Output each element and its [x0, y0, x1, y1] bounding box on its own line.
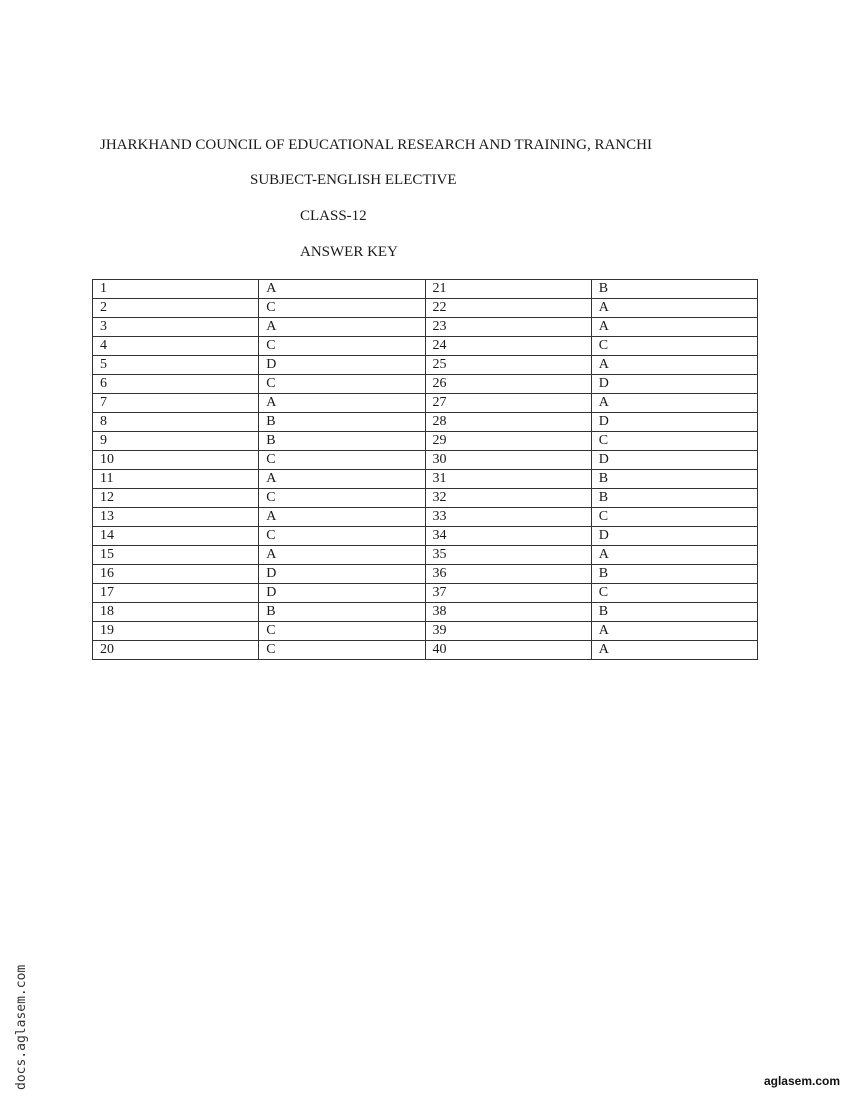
answer-cell: D: [259, 356, 425, 375]
corner-watermark: aglasem.com: [763, 1074, 840, 1088]
answer-cell: A: [591, 641, 757, 660]
table-row: [93, 641, 758, 660]
answer-cell: A: [591, 394, 757, 413]
table-row: [93, 432, 758, 451]
question-number-cell: 6: [93, 375, 259, 394]
question-number-cell: 2: [93, 299, 259, 318]
question-number-cell: 27: [425, 394, 591, 413]
question-number-cell: 7: [93, 394, 259, 413]
question-number-cell: 8: [93, 413, 259, 432]
table-row: [93, 451, 758, 470]
table-row: [93, 318, 758, 337]
side-watermark: docs.aglasem.com: [14, 964, 29, 1090]
question-number-cell: 37: [425, 584, 591, 603]
answer-cell: A: [259, 546, 425, 565]
question-number-cell: 24: [425, 337, 591, 356]
answer-cell: A: [591, 299, 757, 318]
question-number-cell: 16: [93, 565, 259, 584]
question-number-cell: 9: [93, 432, 259, 451]
question-number-cell: 23: [425, 318, 591, 337]
answer-cell: B: [591, 470, 757, 489]
question-number-cell: 14: [93, 527, 259, 546]
answer-cell: A: [259, 280, 425, 299]
answer-cell: A: [259, 394, 425, 413]
answer-cell: C: [591, 584, 757, 603]
answer-cell: C: [591, 432, 757, 451]
question-number-cell: 39: [425, 622, 591, 641]
question-number-cell: 38: [425, 603, 591, 622]
class-heading: CLASS-12: [300, 208, 367, 224]
question-number-cell: 22: [425, 299, 591, 318]
table-row: [93, 527, 758, 546]
table-row: [93, 489, 758, 508]
answer-cell: B: [259, 603, 425, 622]
question-number-cell: 33: [425, 508, 591, 527]
answer-cell: B: [259, 432, 425, 451]
table-row: [93, 280, 758, 299]
answer-cell: C: [591, 508, 757, 527]
question-number-cell: 20: [93, 641, 259, 660]
answer-cell: C: [259, 489, 425, 508]
table-row: [93, 622, 758, 641]
table-row: [93, 508, 758, 527]
answer-cell: D: [591, 375, 757, 394]
answer-cell: D: [591, 413, 757, 432]
question-number-cell: 10: [93, 451, 259, 470]
answer-cell: C: [259, 527, 425, 546]
question-number-cell: 19: [93, 622, 259, 641]
answer-cell: D: [591, 527, 757, 546]
table-row: [93, 413, 758, 432]
question-number-cell: 29: [425, 432, 591, 451]
answer-cell: C: [259, 299, 425, 318]
organization-heading: JHARKHAND COUNCIL OF EDUCATIONAL RESEARCH AND TRAINING, RANCHI: [100, 137, 652, 153]
table-row: [93, 470, 758, 489]
subject-heading: SUBJECT-ENGLISH ELECTIVE: [250, 172, 457, 188]
answer-cell: D: [259, 584, 425, 603]
answer-cell: A: [591, 622, 757, 641]
question-number-cell: 26: [425, 375, 591, 394]
question-number-cell: 28: [425, 413, 591, 432]
question-number-cell: 35: [425, 546, 591, 565]
question-number-cell: 12: [93, 489, 259, 508]
answer-cell: B: [591, 489, 757, 508]
question-number-cell: 25: [425, 356, 591, 375]
table-row: [93, 546, 758, 565]
answer-cell: A: [259, 470, 425, 489]
table-row: [93, 375, 758, 394]
answer-cell: C: [259, 622, 425, 641]
question-number-cell: 4: [93, 337, 259, 356]
question-number-cell: 21: [425, 280, 591, 299]
answer-cell: C: [259, 337, 425, 356]
question-number-cell: 5: [93, 356, 259, 375]
question-number-cell: 3: [93, 318, 259, 337]
table-row: [93, 337, 758, 356]
question-number-cell: 17: [93, 584, 259, 603]
question-number-cell: 1: [93, 280, 259, 299]
table-row: [93, 356, 758, 375]
question-number-cell: 15: [93, 546, 259, 565]
answer-cell: C: [259, 375, 425, 394]
question-number-cell: 32: [425, 489, 591, 508]
answer-cell: B: [259, 413, 425, 432]
question-number-cell: 13: [93, 508, 259, 527]
answer-cell: C: [259, 641, 425, 660]
question-number-cell: 18: [93, 603, 259, 622]
answer-cell: A: [259, 318, 425, 337]
answer-key-table: [92, 279, 758, 660]
question-number-cell: 30: [425, 451, 591, 470]
question-number-cell: 40: [425, 641, 591, 660]
question-number-cell: 11: [93, 470, 259, 489]
answer-key-title: ANSWER KEY: [300, 244, 398, 260]
answer-cell: A: [591, 356, 757, 375]
answer-cell: B: [591, 603, 757, 622]
answer-cell: B: [591, 280, 757, 299]
question-number-cell: 36: [425, 565, 591, 584]
question-number-cell: 34: [425, 527, 591, 546]
answer-cell: A: [259, 508, 425, 527]
table-row: [93, 565, 758, 584]
question-number-cell: 31: [425, 470, 591, 489]
table-row: [93, 603, 758, 622]
answer-cell: A: [591, 318, 757, 337]
table-row: [93, 584, 758, 603]
table-row: [93, 299, 758, 318]
table-row: [93, 394, 758, 413]
answer-cell: D: [591, 451, 757, 470]
answer-cell: C: [591, 337, 757, 356]
answer-cell: A: [591, 546, 757, 565]
answer-cell: D: [259, 565, 425, 584]
answer-cell: B: [591, 565, 757, 584]
answer-cell: C: [259, 451, 425, 470]
